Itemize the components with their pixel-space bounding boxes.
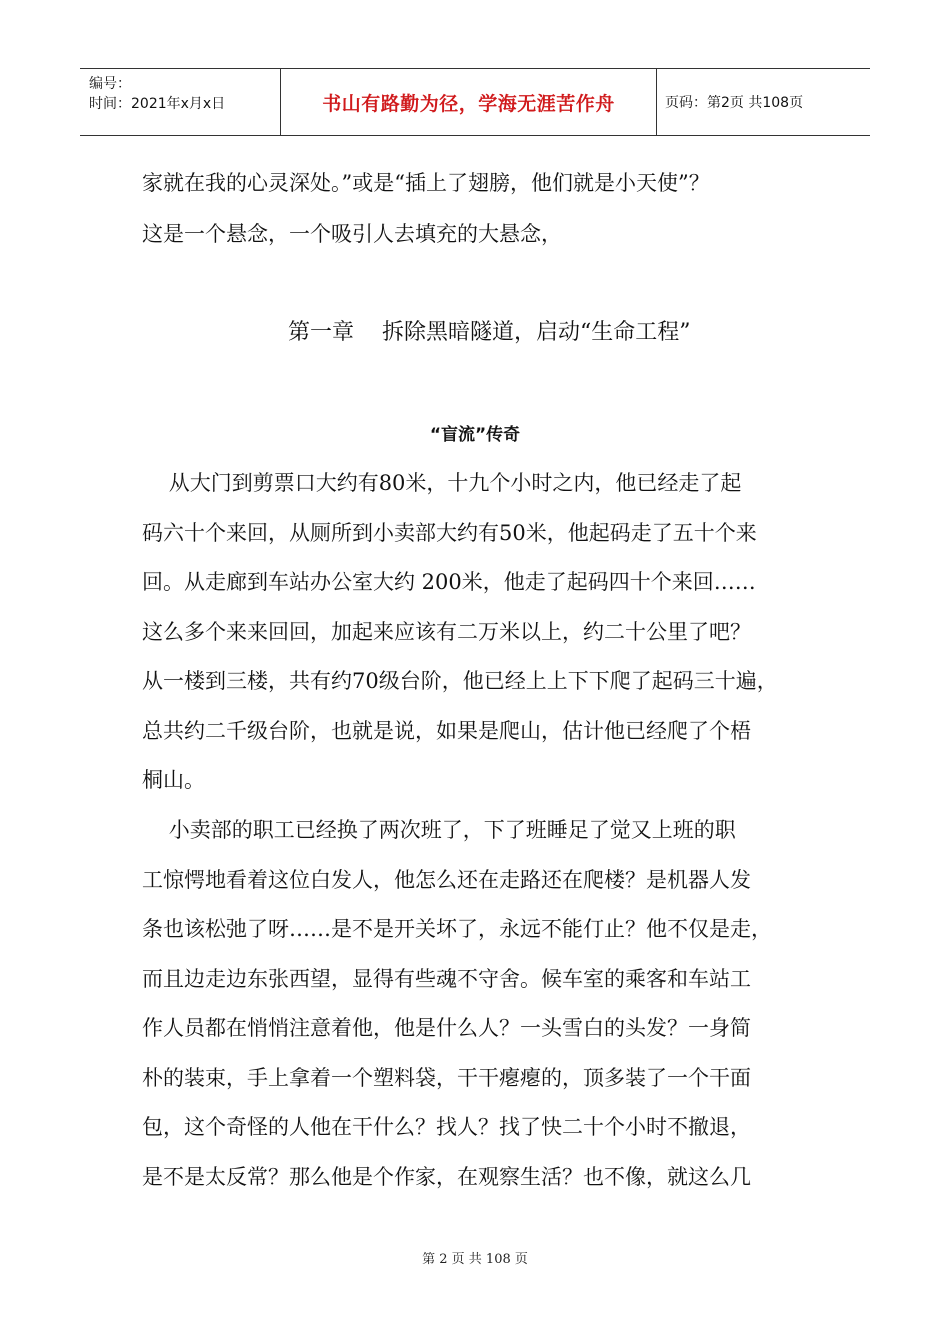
- paragraph-line: 是不是太反常？那么他是个作家，在观察生活？也不像，就这么几: [142, 1165, 751, 1189]
- paragraph-line: 桐山。: [142, 768, 205, 792]
- header-page-code: 页码：第2页 共108页: [665, 95, 804, 111]
- header-motto: 书山有路勤为径，学海无涯苦作舟: [322, 92, 615, 115]
- paragraph-line: 朴的装束，手上拿着一个塑料袋，干干瘪瘪的，顶多装了一个干面: [142, 1066, 751, 1090]
- section-title: “盲流”传奇: [429, 425, 521, 445]
- chapter-title: 第一章 拆除黑暗隧道，启动“生命工程”: [288, 320, 691, 345]
- paragraph-line: 总共约二千级台阶，也就是说，如果是爬山，估计他已经爬了个梧: [142, 719, 751, 743]
- header-page-cell: [657, 69, 870, 135]
- intro-line: 这是一个悬念，一个吸引人去填充的大悬念，: [142, 222, 562, 246]
- document-header: [80, 68, 870, 136]
- page-footer: 第 2 页 共 108 页: [422, 1252, 528, 1267]
- paragraph-line: 从大门到剪票口大约有80米，十九个小时之内，他已经走了起: [142, 471, 742, 495]
- intro-line: 家就在我的心灵深处。”或是“插上了翅膀，他们就是小天使”？: [142, 171, 710, 195]
- paragraph-line: 回。从走廊到车站办公室大约 200米，他走了起码四十个来回……: [142, 570, 756, 594]
- paragraph-line: 而且边走边东张西望，显得有些魂不守舍。候车室的乘客和车站工: [142, 967, 751, 991]
- paragraph-line: 工惊愕地看着这位白发人，他怎么还在走路还在爬楼？是机器人发: [142, 868, 751, 892]
- paragraph-line: 作人员都在悄悄注意着他，他是什么人？一头雪白的头发？一身简: [142, 1016, 751, 1040]
- paragraph-line: 这么多个来来回回，加起来应该有二万米以上，约二十公里了吧？: [142, 620, 751, 644]
- header-meta-cell: [80, 69, 281, 135]
- document-number-label: 编号：: [89, 76, 131, 92]
- document-time-label: 时间：2021年x月x日: [89, 96, 226, 112]
- header-motto-cell: [281, 69, 657, 135]
- paragraph-line: 包，这个奇怪的人他在干什么？找人？找了快二十个小时不撤退，: [142, 1115, 751, 1139]
- paragraph-line: 码六十个来回，从厕所到小卖部大约有50米，他起码走了五十个来: [142, 521, 757, 545]
- paragraph-line: 从一楼到三楼，共有约70级台阶，他已经上上下下爬了起码三十遍，: [142, 669, 778, 693]
- paragraph-line: 条也该松弛了呀……是不是开关坏了，永远不能仃止？他不仅是走，: [142, 917, 772, 941]
- paragraph-line: 小卖部的职工已经换了两次班了，下了班睡足了觉又上班的职: [142, 818, 736, 842]
